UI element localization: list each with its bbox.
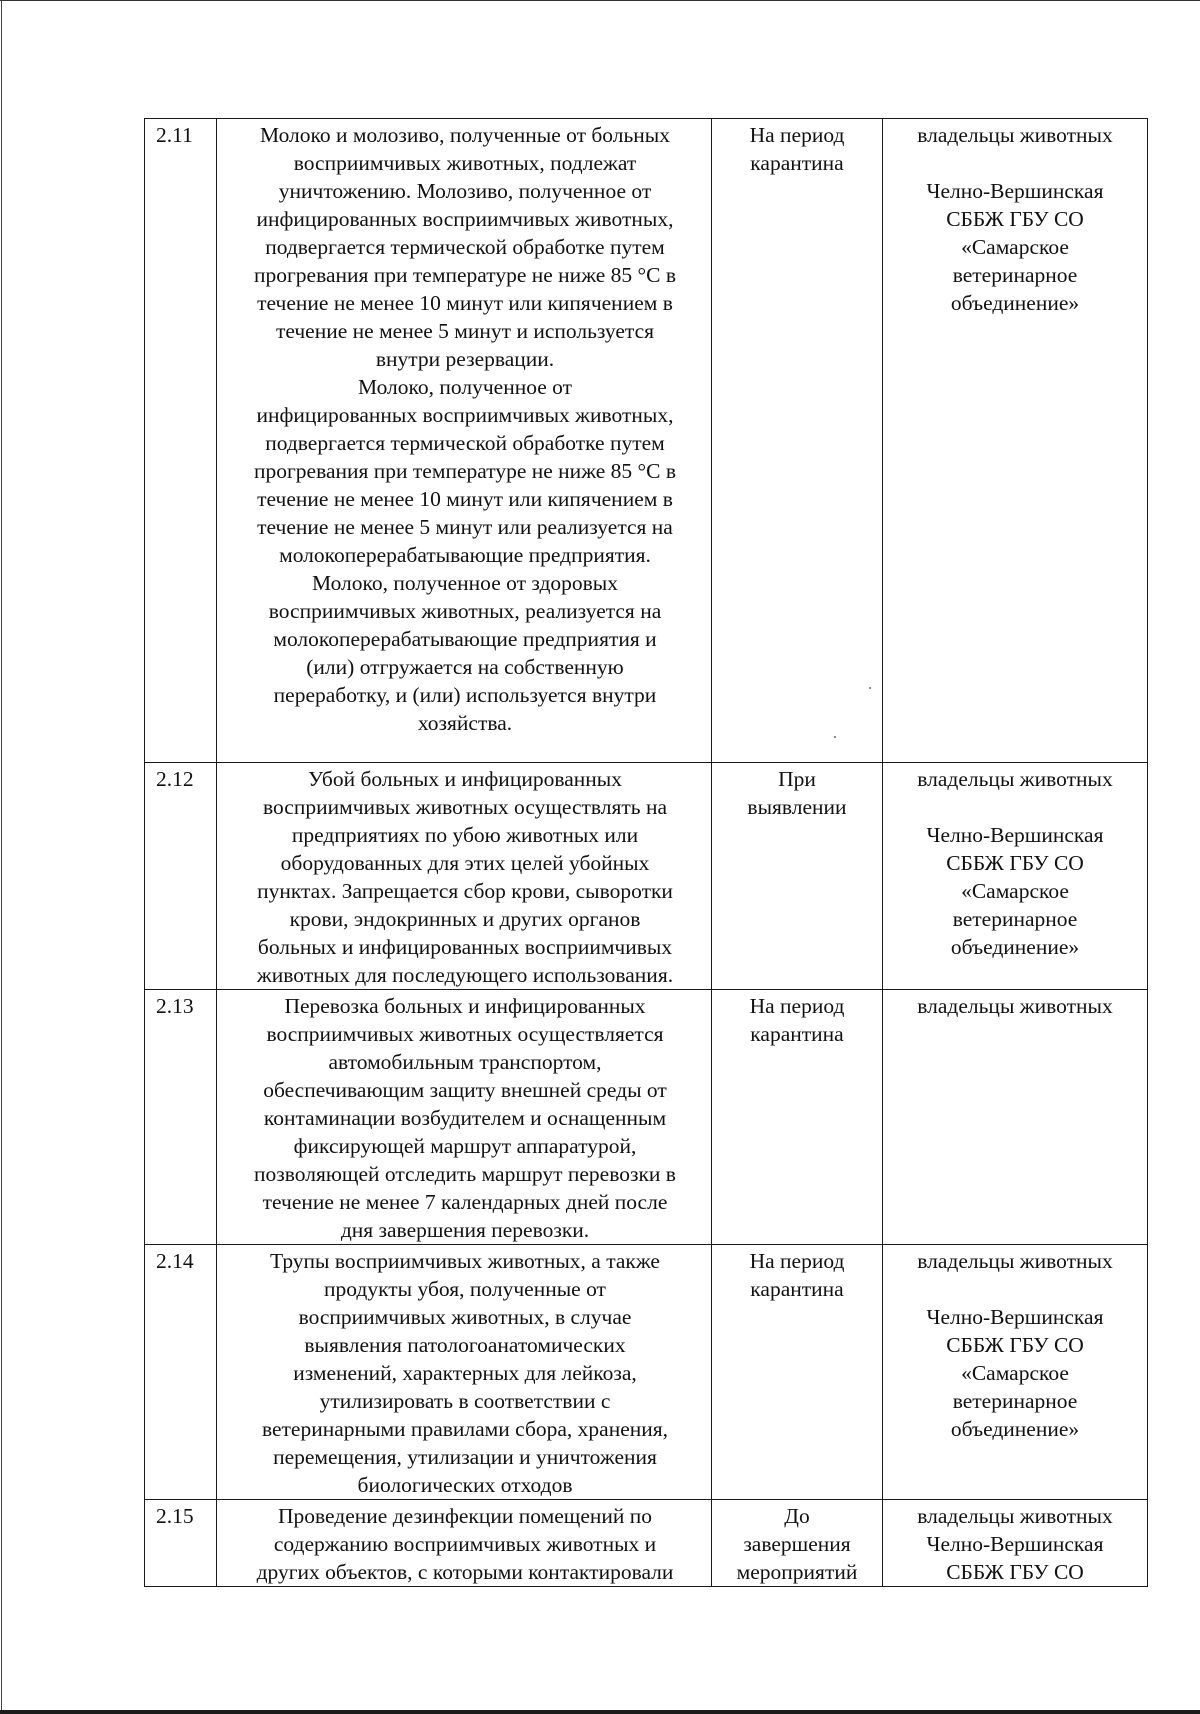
measure-responsible-line: «Самарское — [961, 235, 1069, 259]
measure-responsible-line: владельцы животных — [917, 1249, 1113, 1273]
measure-term — [712, 119, 883, 763]
measure-text-line: биологических отходов — [357, 1473, 573, 1497]
measure-text-line: Молоко, полученное от — [358, 375, 572, 399]
measure-responsible — [883, 1500, 1148, 1587]
measure-responsible-line: владельцы животных — [917, 1504, 1113, 1528]
measure-text — [217, 763, 712, 990]
measure-responsible-line: объединение» — [950, 291, 1080, 315]
measure-term-line: карантина — [750, 1277, 844, 1301]
measure-text-line: Проведение дезинфекции помещений по — [277, 1504, 653, 1528]
measure-text-line: прогревания при температуре не ниже 85 °С в — [253, 263, 677, 287]
blank-line — [885, 1275, 1145, 1303]
measure-text-line: восприимчивых животных осуществлять на — [262, 795, 668, 819]
measure-term — [712, 990, 883, 1245]
measure-term-line: На период — [749, 1249, 845, 1273]
table-row — [145, 990, 1148, 1245]
measure-responsible-line: «Самарское — [961, 879, 1069, 903]
measure-responsible-line: владельцы животных — [917, 123, 1113, 147]
measure-text-line: дня завершения перевозки. — [340, 1218, 590, 1242]
row-number: 2.13 — [145, 990, 217, 1245]
measure-text-line: течение не менее 7 календарных дней после — [262, 1190, 668, 1214]
measure-responsible-line: владельцы животных — [917, 767, 1113, 791]
scan-top-edge — [0, 0, 1200, 1]
measure-text-line: уничтожению. Молозиво, полученное от — [278, 179, 652, 203]
measure-text-line: пунктах. Запрещается сбор крови, сыворотки — [257, 879, 673, 903]
measure-responsible-line: Челно-Вершинская — [926, 1532, 1104, 1556]
measure-text-line: ветеринарными правилами сбора, хранения, — [261, 1417, 669, 1441]
measure-responsible-line: СББЖ ГБУ СО — [946, 207, 1084, 231]
measure-text-line: (или) отгружается на собственную — [306, 655, 624, 679]
table-row — [145, 1500, 1148, 1587]
measure-text-line: течение не менее 5 минут или реализуется на — [257, 515, 673, 539]
measure-responsible-line: ветеринарное — [952, 263, 1078, 287]
measure-text-line: Перевозка больных и инфицированных — [284, 994, 646, 1018]
measure-text-line: Молоко, полученное от здоровых — [311, 571, 618, 595]
measure-text-line: подвергается термической обработке путем — [265, 235, 665, 259]
measure-responsible-line: ветеринарное — [952, 1389, 1078, 1413]
measure-text-line: фиксирующей маршрут аппаратурой, — [293, 1134, 637, 1158]
measure-text-line: обеспечивающим защиту внешней среды от — [263, 1078, 667, 1102]
measure-responsible-line: владельцы животных — [917, 994, 1113, 1018]
measure-term-line: выявлении — [747, 795, 847, 819]
measure-term-line: карантина — [750, 1022, 844, 1046]
measure-text-line: течение не менее 5 минут и используется — [275, 319, 655, 343]
measure-term — [712, 1245, 883, 1500]
measure-text-line: продукты убоя, полученные от — [324, 1277, 606, 1301]
measure-text-line: Трупы восприимчивых животных, а также — [270, 1249, 660, 1273]
table-row — [145, 1245, 1148, 1500]
blank-line — [885, 149, 1145, 177]
measure-text-line: течение не менее 10 минут или кипячением в — [257, 291, 673, 315]
measure-term-line: До — [784, 1504, 810, 1528]
measure-text-line: восприимчивых животных осуществляется — [266, 1022, 664, 1046]
measure-text-line: животных для последующего использования. — [256, 963, 674, 987]
measure-text — [217, 990, 712, 1245]
measure-text-line: молокоперерабатывающие предприятия и — [273, 627, 657, 651]
measure-responsible-line: Челно-Вершинская — [926, 1305, 1104, 1329]
measure-term-line: На период — [749, 994, 845, 1018]
measure-text-line: инфицированных восприимчивых животных, — [256, 403, 674, 427]
measure-text-line: других объектов, с которыми контактировали — [256, 1560, 674, 1584]
measure-text-line: восприимчивых животных, в случае — [298, 1305, 632, 1329]
measure-text-line: Молоко и молозиво, полученные от больных — [259, 123, 670, 147]
measure-text-line: Убой больных и инфицированных — [308, 767, 622, 791]
measure-text-line: предприятиях по убою животных или — [291, 823, 639, 847]
measure-responsible — [883, 119, 1148, 763]
measure-responsible-line: ветеринарное — [952, 907, 1078, 931]
measure-text-line: течение не менее 10 минут или кипячением в — [257, 487, 673, 511]
measure-term-line: При — [778, 767, 816, 791]
measure-text-line: утилизировать в соответствии с — [319, 1389, 611, 1413]
blank-line — [885, 793, 1145, 821]
measure-text-line: позволяющей отследить маршрут перевозки в — [254, 1162, 676, 1186]
measure-text-line: перемещения, утилизации и уничтожения — [273, 1445, 657, 1469]
measure-responsible-line: СББЖ ГБУ СО — [946, 851, 1084, 875]
measure-text-line: переработку, и (или) используется внутри — [273, 683, 657, 707]
measure-text-line: крови, эндокринных и других органов — [289, 907, 641, 931]
measure-text-line: восприимчивых животных, подлежат — [293, 151, 637, 175]
measure-text-line: инфицированных восприимчивых животных, — [256, 207, 674, 231]
measure-text-line: восприимчивых животных, реализуется на — [268, 599, 662, 623]
measure-text-line: молокоперерабатывающие предприятия. — [279, 543, 651, 567]
measure-text-line: изменений, характерных для лейкоза, — [293, 1361, 637, 1385]
measures-table — [144, 118, 1148, 1587]
row-number: 2.11 — [145, 119, 217, 763]
measure-responsible-line: СББЖ ГБУ СО — [946, 1560, 1084, 1584]
measure-responsible-line: Челно-Вершинская — [926, 823, 1104, 847]
measure-responsible-line: «Самарское — [961, 1361, 1069, 1385]
measure-text-line: подвергается термической обработке путем — [265, 431, 665, 455]
scan-left-edge — [1, 0, 2, 1714]
row-number: 2.12 — [145, 763, 217, 990]
measure-text — [217, 1500, 712, 1587]
measure-text-line: хозяйства. — [417, 711, 513, 735]
measure-responsible — [883, 763, 1148, 990]
measure-responsible-line: объединение» — [950, 935, 1080, 959]
measure-text-line: внутри резервации. — [375, 347, 555, 371]
measure-responsible — [883, 1245, 1148, 1500]
measure-term-line: мероприятий — [736, 1560, 858, 1584]
measure-text-line: больных и инфицированных восприимчивых — [257, 935, 673, 959]
measure-text-line: оборудованных для этих целей убойных — [280, 851, 650, 875]
scan-speck — [869, 687, 871, 689]
measure-text-line: содержанию восприимчивых животных и — [273, 1532, 657, 1556]
measure-responsible-line: объединение» — [950, 1417, 1080, 1441]
measure-text-line: прогревания при температуре не ниже 85 °С в — [253, 459, 677, 483]
row-number: 2.15 — [145, 1500, 217, 1587]
measure-text — [217, 1245, 712, 1500]
table-row — [145, 763, 1148, 990]
measure-responsible-line: СББЖ ГБУ СО — [946, 1333, 1084, 1357]
measure-term — [712, 763, 883, 990]
measure-text-line: контаминации возбудителем и оснащенным — [263, 1106, 667, 1130]
measure-term-line: На период — [749, 123, 845, 147]
measure-term-line: карантина — [750, 151, 844, 175]
measure-responsible-line: Челно-Вершинская — [926, 179, 1104, 203]
row-number: 2.14 — [145, 1245, 217, 1500]
measure-text — [217, 119, 712, 763]
measure-text-line: выявления патологоанатомических — [304, 1333, 626, 1357]
measure-term-line: завершения — [743, 1532, 851, 1556]
measure-text-line: автомобильным транспортом, — [328, 1050, 602, 1074]
measures-table-body — [145, 119, 1148, 1587]
measure-term — [712, 1500, 883, 1587]
scan-speck — [834, 736, 836, 738]
table-row — [145, 119, 1148, 763]
scan-bottom-edge — [0, 1710, 1200, 1714]
measure-responsible — [883, 990, 1148, 1245]
